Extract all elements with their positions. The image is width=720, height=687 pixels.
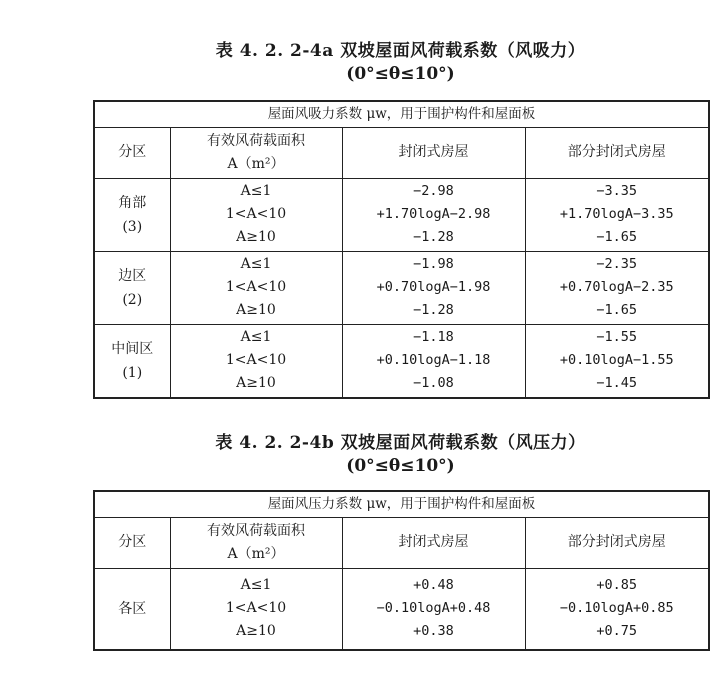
table-a-range: (0°≤θ≤10°) <box>346 64 455 84</box>
partial-values-cell <box>525 324 709 398</box>
table-a-subtitle: 屋面风吸力系数 μw，用于围护构件和屋面板 <box>94 101 709 127</box>
coefficient-value: +0.85 <box>596 577 638 594</box>
coefficient-value: +0.70logA−2.35 <box>559 279 674 295</box>
header-zone: 分区 <box>94 517 170 568</box>
coefficient-value: +0.70logA−1.98 <box>376 279 491 295</box>
area-cell <box>170 178 342 251</box>
area-condition: A≥10 <box>236 375 276 391</box>
zone-name: 边区 <box>118 267 147 284</box>
closed-values-cell <box>342 178 525 251</box>
coefficient-value: −1.45 <box>596 375 638 391</box>
header-area <box>170 127 342 178</box>
coefficient-value: −3.35 <box>596 183 638 199</box>
coefficient-value: −1.65 <box>596 229 638 245</box>
coefficient-value: +0.48 <box>413 577 454 594</box>
partial-values-cell <box>525 178 709 251</box>
zone-number: (3) <box>122 218 143 235</box>
zone-cell <box>94 324 170 398</box>
coefficient-value: −2.35 <box>596 256 638 272</box>
partial-values-cell <box>525 251 709 324</box>
coefficient-value: −1.18 <box>413 329 454 345</box>
coefficient-value: −1.28 <box>413 302 454 318</box>
closed-values-cell <box>342 251 525 324</box>
coefficient-value: +1.70logA−3.35 <box>559 206 674 222</box>
header-closed: 封闭式房屋 <box>342 517 525 568</box>
area-condition: A≤1 <box>240 329 272 345</box>
closed-values-cell <box>342 324 525 398</box>
coefficient-value: −1.65 <box>596 302 638 318</box>
table-b-subtitle-row <box>94 491 709 517</box>
zone-name: 各区 <box>118 600 147 617</box>
coefficient-value: −0.10logA+0.85 <box>559 600 674 617</box>
table-a-subtitle-row <box>94 101 709 127</box>
area-condition: A≤1 <box>240 577 272 594</box>
area-condition: A≤1 <box>240 256 272 272</box>
table-row <box>94 251 709 324</box>
header-closed: 封闭式房屋 <box>342 127 525 178</box>
table-row <box>94 178 709 251</box>
coefficient-value: −1.55 <box>596 329 638 345</box>
coefficient-value: +0.38 <box>413 623 454 640</box>
table-row <box>94 324 709 398</box>
table-b <box>93 490 710 651</box>
header-partial: 部分封闭式房屋 <box>525 127 709 178</box>
header-area-line1: 有效风荷载面积 <box>207 132 305 149</box>
coefficient-value: +1.70logA−2.98 <box>376 206 491 222</box>
area-condition: A≤1 <box>240 183 272 199</box>
zone-cell <box>94 178 170 251</box>
coefficient-value: +0.75 <box>596 623 638 640</box>
area-condition: 1<A<10 <box>225 600 287 617</box>
header-area-line2: A（m²） <box>227 155 285 172</box>
area-cell <box>170 251 342 324</box>
area-cell <box>170 568 342 650</box>
header-area <box>170 517 342 568</box>
table-row <box>94 568 709 650</box>
header-partial: 部分封闭式房屋 <box>525 517 709 568</box>
zone-number: (1) <box>122 364 143 381</box>
coefficient-value: +0.10logA−1.55 <box>559 352 674 368</box>
zone-name: 角部 <box>118 194 147 211</box>
area-cell <box>170 324 342 398</box>
zone-cell <box>94 251 170 324</box>
area-condition: 1<A<10 <box>225 352 287 368</box>
area-condition: A≥10 <box>236 229 276 245</box>
closed-values-cell <box>342 568 525 650</box>
area-condition: A≥10 <box>236 302 276 318</box>
zone-cell <box>94 568 170 650</box>
table-b-range: (0°≤θ≤10°) <box>346 456 455 476</box>
coefficient-value: −1.98 <box>413 256 454 272</box>
header-area-line1: 有效风荷载面积 <box>207 522 305 539</box>
coefficient-value: +0.10logA−1.18 <box>376 352 491 368</box>
coefficient-value: −1.08 <box>413 375 454 391</box>
area-condition: A≥10 <box>236 623 276 640</box>
partial-values-cell <box>525 568 709 650</box>
header-area-line2: A（m²） <box>227 545 285 562</box>
table-b-subtitle: 屋面风压力系数 μw，用于围护构件和屋面板 <box>94 491 709 517</box>
area-condition: 1<A<10 <box>225 279 287 295</box>
coefficient-value: −0.10logA+0.48 <box>376 600 491 617</box>
zone-name: 中间区 <box>111 340 154 357</box>
coefficient-value: −1.28 <box>413 229 454 245</box>
header-zone: 分区 <box>94 127 170 178</box>
table-b-header-row <box>94 517 709 568</box>
zone-number: (2) <box>122 291 143 308</box>
area-condition: 1<A<10 <box>225 206 287 222</box>
table-a-title: 表 4. 2. 2-4a 双坡屋面风荷载系数（风吸力） <box>215 41 586 61</box>
table-a-header-row <box>94 127 709 178</box>
table-a <box>93 100 710 399</box>
table-b-title: 表 4. 2. 2-4b 双坡屋面风荷载系数（风压力） <box>215 433 586 453</box>
coefficient-value: −2.98 <box>413 183 454 199</box>
